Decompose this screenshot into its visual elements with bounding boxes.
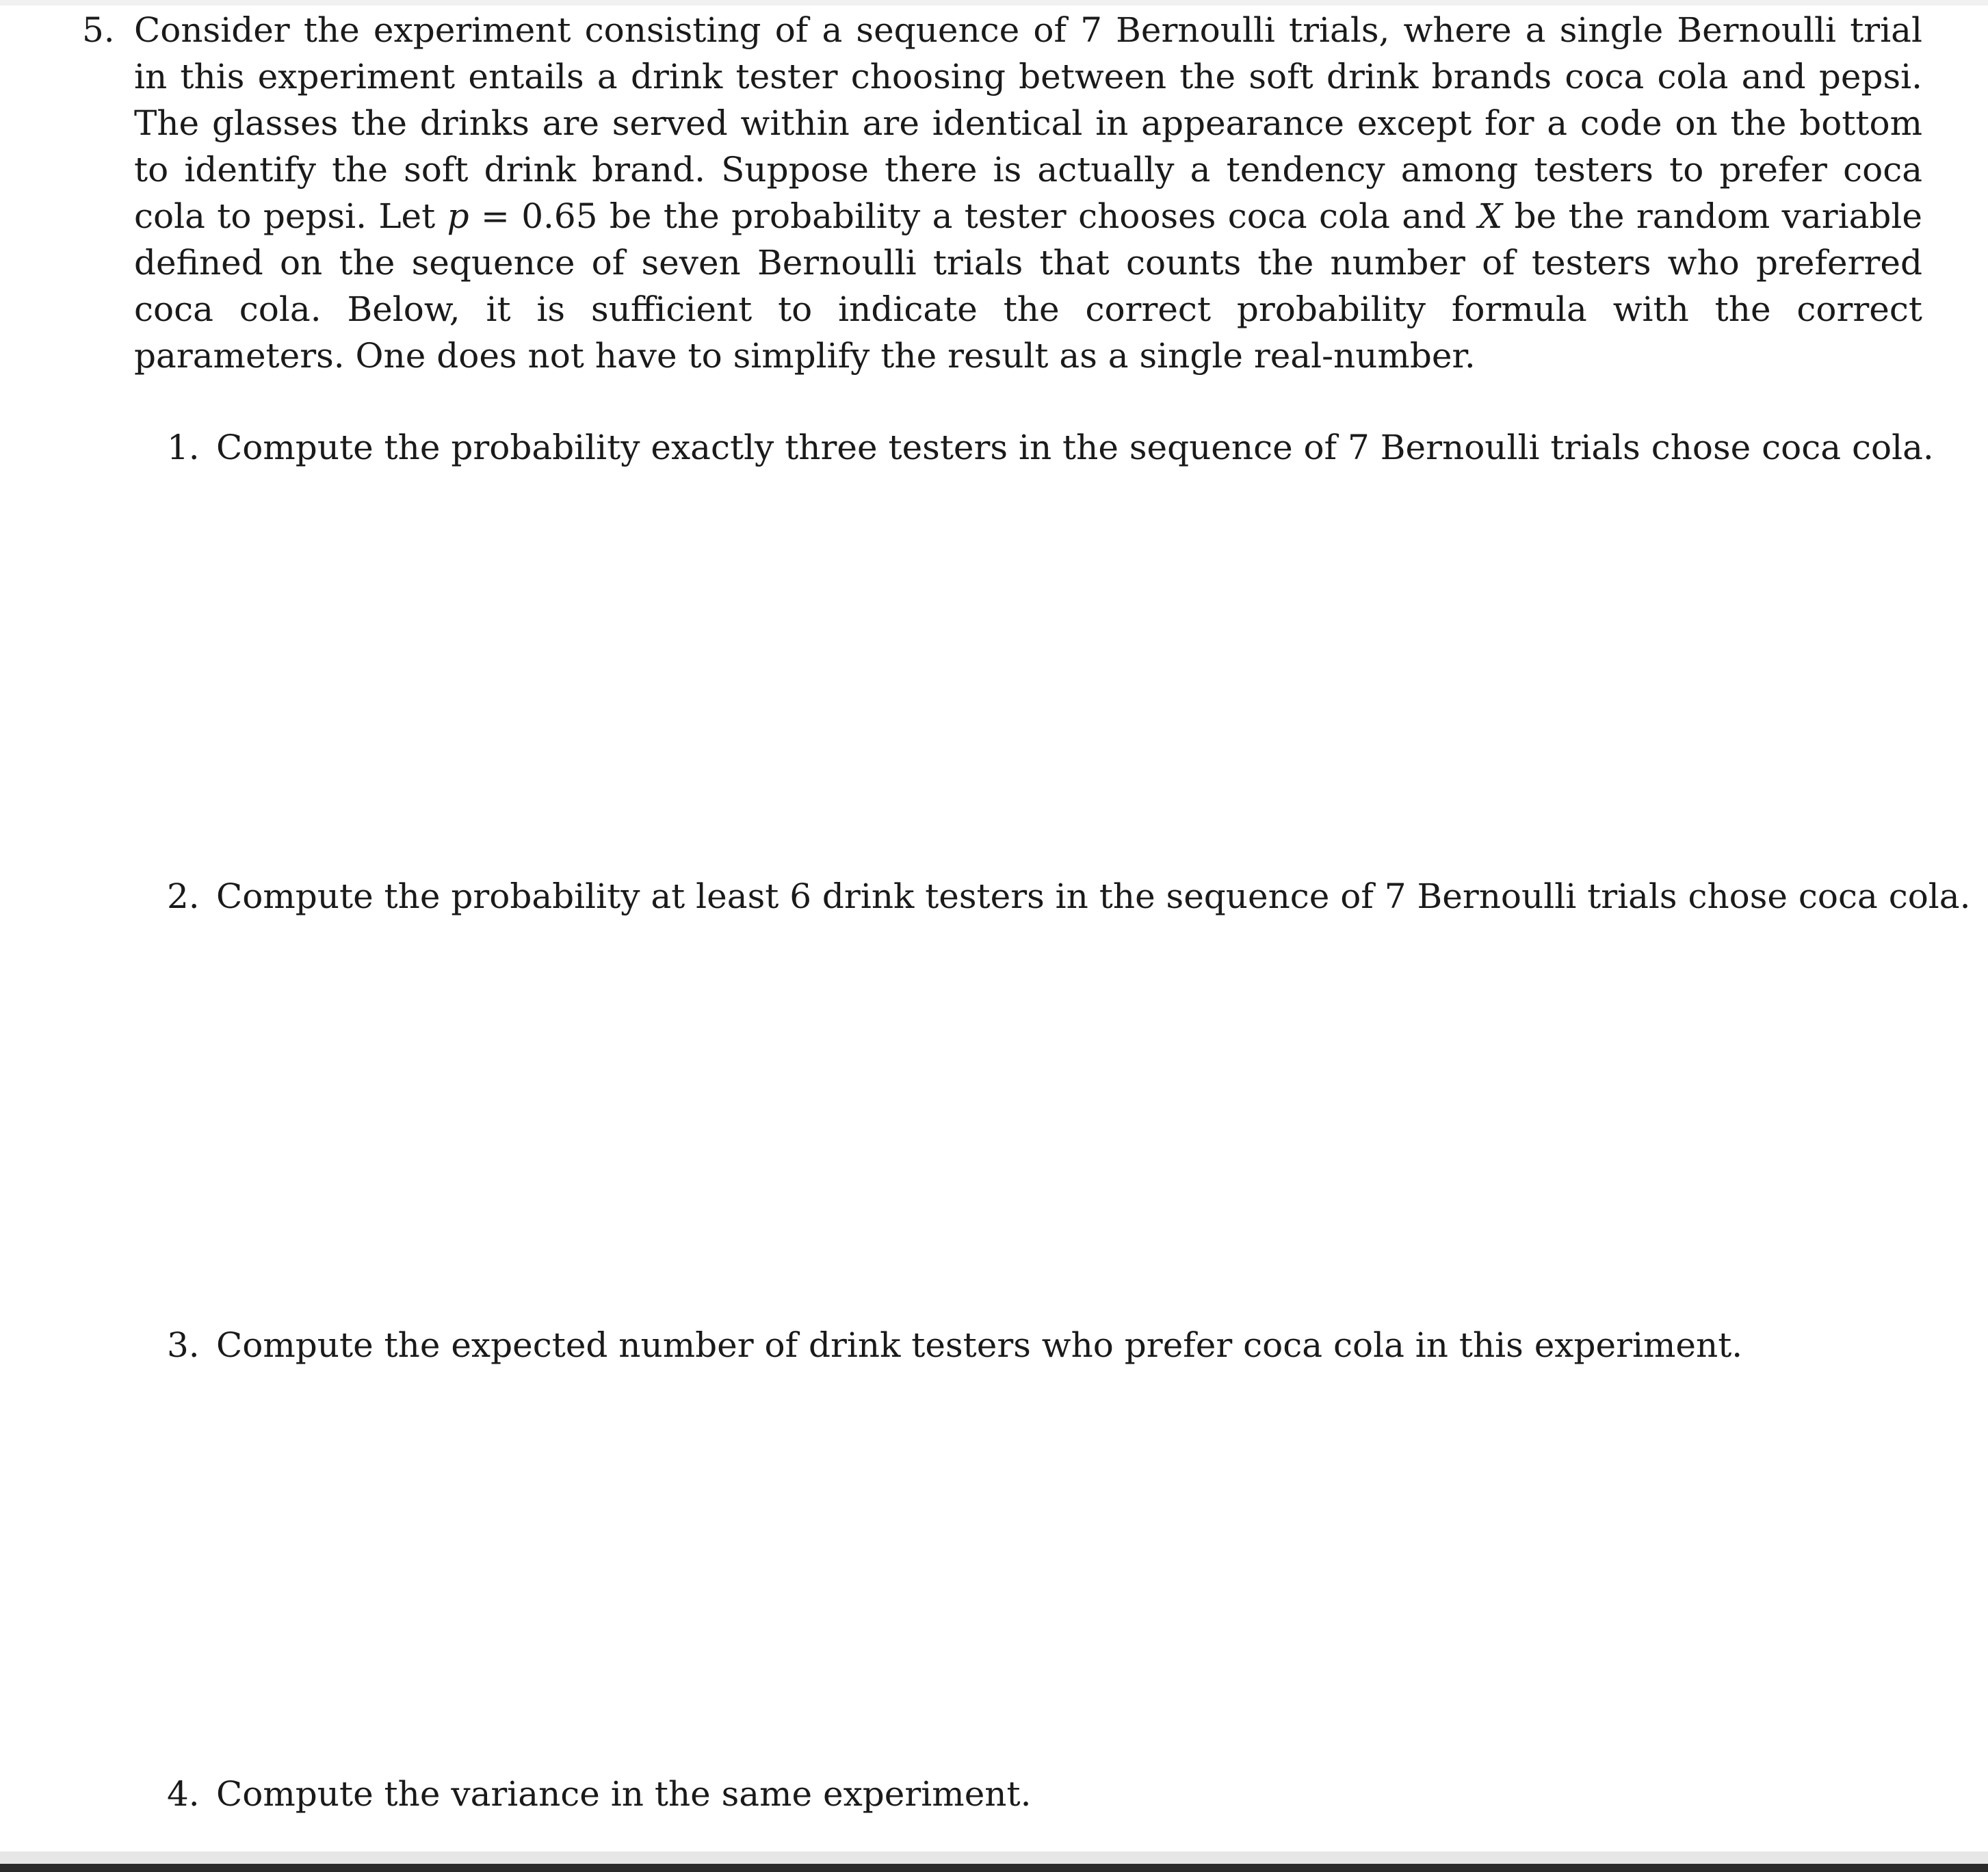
subquestion-3 [167,1322,1742,1368]
subquestion-1 [167,424,1934,471]
statement-text-1: Consider the experiment consisting of a sequence of 7 Bernoulli trials, where a single Bernoulli trial in this experiment entails a drink tester choosing between the soft drink brands coca cola and pepsi. The glasses the drinks are served within are identical in appearance except for a code on the bottom to identify the soft drink brand. Suppose there is actually a tendency among testers to prefer coca cola to pepsi. Let [134,10,1922,236]
statement-text-3: be the random variable defined on the sequence of seven Bernoulli trials that counts the number of testers who preferred coca cola. Below, it is sufficient to indicate the correct probability formula with the correct parameters. One does not have to simplify the result as a single real-number. [134,196,1922,376]
problem-number: 5. [82,10,115,50]
subquestion-text: Compute the probability at least 6 drink testers in the sequence of 7 Bernoulli trials chose coca cola. [216,876,1971,916]
subquestion-2 [167,873,1971,920]
statement-text-2: be the probability a tester chooses coca cola and [597,196,1478,236]
subquestion-text: Compute the variance in the same experiment. [216,1774,1032,1814]
subquestion-number: 2. [167,876,200,916]
problem-statement [134,7,1922,379]
p-value: = 0.65 [469,196,598,236]
math-symbol-p: p [447,196,469,236]
subquestion-text: Compute the probability exactly three testers in the sequence of 7 Bernoulli trials chose coca cola. [216,428,1934,467]
subquestion-number: 1. [167,428,200,467]
bottom-edge-line [0,1864,1988,1872]
subquestion-4 [167,1771,1031,1817]
top-edge-strip [0,0,1988,5]
subquestion-number: 3. [167,1325,200,1365]
subquestion-text: Compute the expected number of drink testers who prefer coca cola in this experiment. [216,1325,1743,1365]
subquestion-number: 4. [167,1774,200,1814]
math-symbol-x: X [1478,196,1503,236]
